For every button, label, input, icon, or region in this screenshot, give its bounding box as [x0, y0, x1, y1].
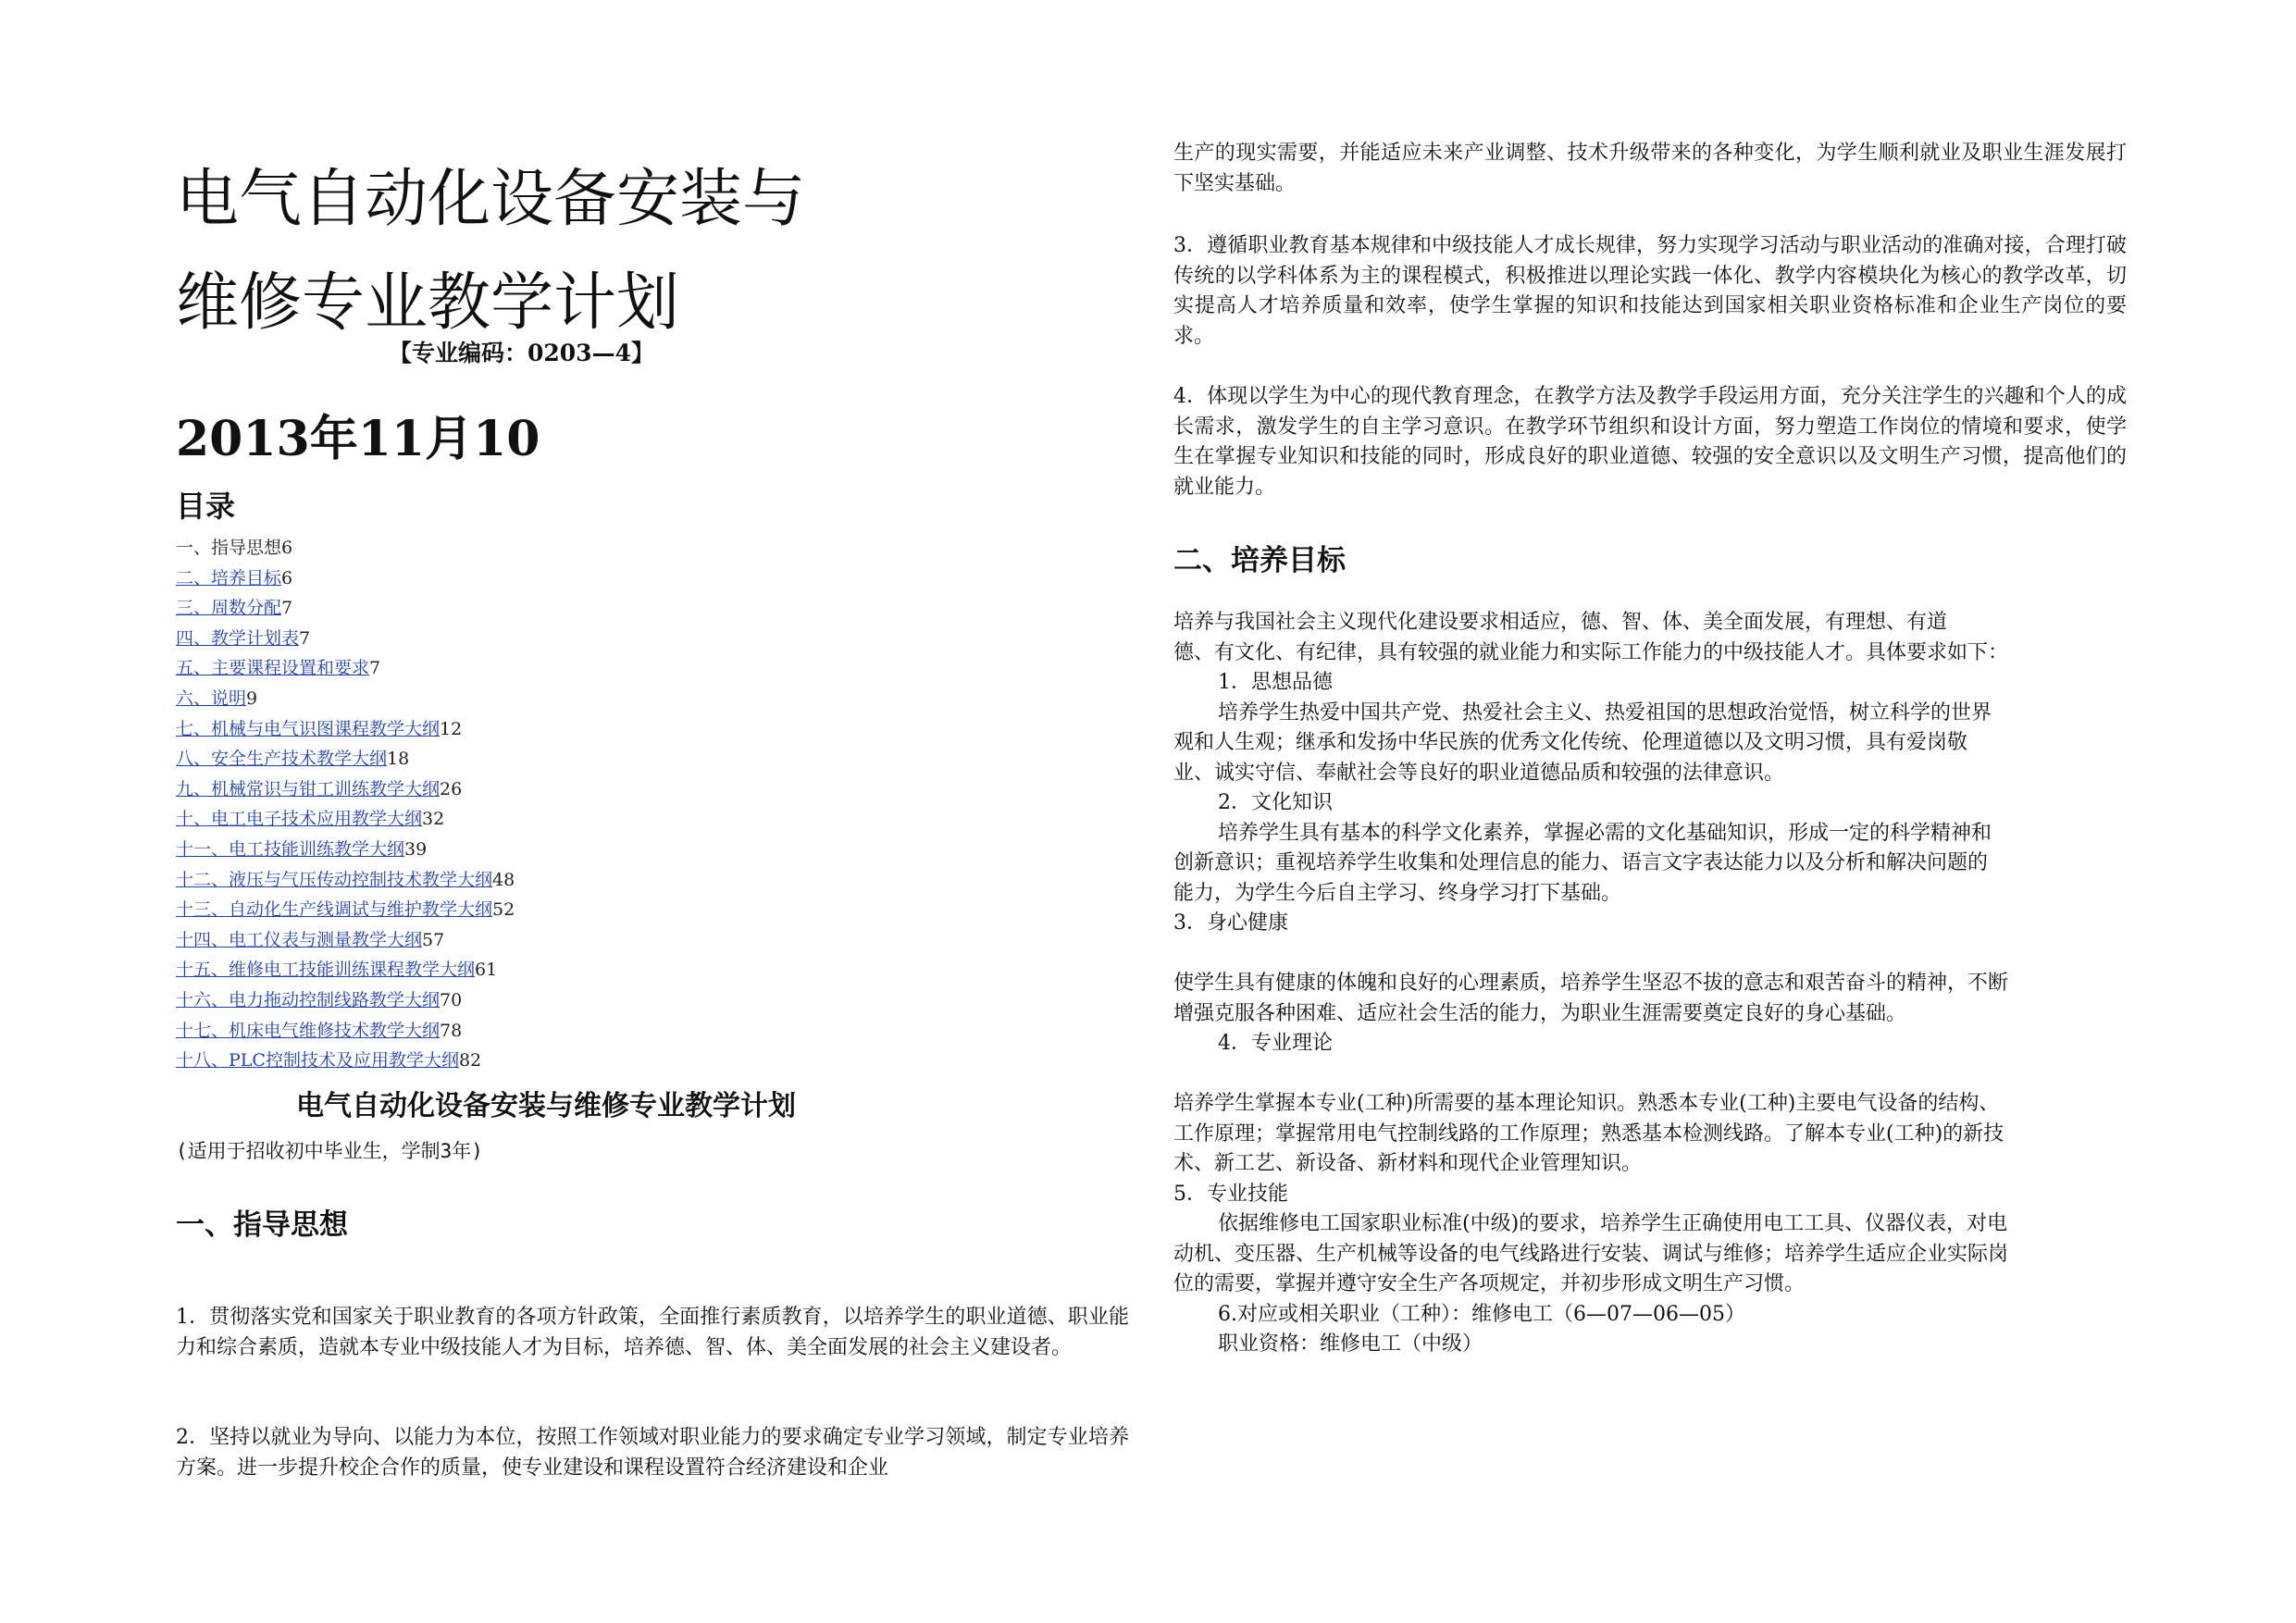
document-subtitle: (适用于招收初中毕业生，学制3年) [176, 1140, 483, 1162]
toc-item-page: 61 [475, 960, 498, 981]
toc-item[interactable] [176, 895, 1009, 925]
toc-item[interactable] [176, 624, 1009, 654]
toc-item[interactable] [176, 744, 1009, 774]
toc-item[interactable] [176, 1016, 1009, 1047]
goals-line: 业、诚实守信、奉献社会等良好的职业道德品质和较强的法律意识。 [1173, 762, 1785, 785]
toc-link[interactable]: 十四、电工仪表与测量教学大纲 [176, 929, 423, 950]
toc-link[interactable]: 十、电工电子技术应用教学大纲 [176, 809, 423, 830]
toc-item[interactable] [176, 653, 1009, 684]
toc-item[interactable] [176, 593, 1009, 624]
goals-subheading: 2．文化知识 [1218, 791, 1333, 814]
paragraph-3: 3．遵循职业教育基本规律和中级技能人才成长规律，努力实现学习活动与职业活动的准确对接，合理打破传统的以学科体系为主的课程模式，积极推进以理论实践一体化、教学内容模块化为核心的教学改革，切实提高人才培养质量和效率，使学生掌握的知识和技能达到国家相关职业资格标准和企业生产岗位的要求。 [1173, 234, 2127, 348]
toc-item[interactable] [176, 684, 1009, 714]
related-occupation: 6.对应或相关职业（工种）：维修电工（6—07—06—05） [1218, 1303, 1745, 1326]
goals-line: 增强克服各种困难、适应社会生活的能力，为职业生涯需要奠定良好的身心基础。 [1173, 1002, 1907, 1025]
toc-item-page: 32 [422, 809, 445, 830]
toc-item-page: 82 [458, 1050, 482, 1072]
toc-item[interactable] [176, 1046, 1009, 1076]
toc-item-page: 78 [440, 1020, 463, 1041]
toc-item-page: 7 [281, 598, 293, 619]
toc-item[interactable] [176, 564, 1009, 594]
toc-item-page: 57 [422, 929, 445, 950]
toc-link[interactable]: 四、教学计划表 [176, 627, 300, 649]
goals-line: 创新意识；重视培养学生收集和处理信息的能力、语言文字表达能力以及分析和解决问题的 [1173, 851, 1989, 874]
document-title: 电气自动化设备安装与维修专业教学计划 [296, 1090, 796, 1122]
paragraph-4: 4．体现以学生为中心的现代教育理念，在教学方法及教学手段运用方面，充分关注学生的兴趣和个人的成长需求，激发学生的自主学习意识。在教学环节组织和设计方面，努力塑造工作岗位的情境和要求，使学生在掌握专业知识和技能的同时，形成良好的职业道德、较强的安全意识以及文明生产习惯，提高他们的就业能力。 [1173, 385, 2127, 499]
paragraph-2: 2．坚持以就业为导向、以能力为本位，按照工作领域对职业能力的要求确定专业学习领域，制定专业培养方案。进一步提升校企合作的质量，使专业建设和课程设置符合经济建设和企业 [176, 1426, 1129, 1480]
toc-item[interactable] [176, 804, 1009, 835]
toc-link[interactable]: 十三、自动化生产线调试与维护教学大纲 [176, 899, 493, 921]
goals-line: 培养学生热爱中国共产党、热爱社会主义、热爱祖国的思想政治觉悟，树立科学的世界 [1218, 701, 1992, 725]
goals-subheading: 5．专业技能 [1173, 1183, 1288, 1206]
goals-line: 依据维修电工国家职业标准(中级)的要求，培养学生正确使用电工工具、仪器仪表，对电 [1218, 1212, 2008, 1235]
toc-item-page: 6 [281, 567, 293, 588]
goals-line: 工作原理；掌握常用电气控制线路的工作原理；熟悉基本检测线路。了解本专业(工种)的新技 [1173, 1122, 2004, 1146]
toc-link[interactable]: 六、说明 [176, 688, 247, 709]
toc-link[interactable]: 二、培养目标 [176, 567, 282, 588]
toc-link[interactable]: 十七、机床电气维修技术教学大纲 [176, 1020, 441, 1041]
goals-line: 动机、变压器、生产机械等设备的电气线路进行安装、调试与维修；培养学生适应企业实际岗 [1173, 1243, 2009, 1266]
toc-item[interactable] [176, 774, 1009, 805]
main-title [176, 148, 1101, 355]
goals-subheading: 3．身心健康 [1173, 911, 1288, 935]
toc-item-page: 48 [492, 869, 515, 890]
toc-item-page: 6 [281, 538, 293, 558]
toc-item-page: 70 [440, 989, 463, 1010]
section-heading-training-goals: 二、培养目标 [1173, 544, 1346, 577]
goals-line: 观和人生观；继承和发扬中华民族的优秀文化传统、伦理道德以及文明习惯，具有爱岗敬 [1173, 731, 1968, 754]
toc-item-page: 9 [246, 688, 258, 709]
goals-line: 使学生具有健康的体魄和良好的心理素质，培养学生坚忍不拔的意志和艰苦奋斗的精神，不断 [1173, 972, 2009, 995]
main-title-line2: 维修专业教学计划 [176, 266, 680, 340]
goals-line: 位的需要，掌握并遵守安全生产各项规定，并初步形成文明生产习惯。 [1173, 1272, 1806, 1295]
table-of-contents [176, 533, 1009, 1076]
goals-line: 能力，为学生今后自主学习、终身学习打下基础。 [1173, 882, 1622, 905]
toc-link[interactable]: 三、周数分配 [176, 598, 282, 619]
toc-link[interactable]: 十二、液压与气压传动控制技术教学大纲 [176, 869, 493, 890]
goals-line: 术、新工艺、新设备、新材料和现代企业管理知识。 [1173, 1152, 1643, 1175]
toc-item-page: 12 [440, 718, 463, 739]
goals-line: 培养与我国社会主义现代化建设要求相适应，德、智、体、美全面发展，有理想、有道 [1173, 611, 1948, 634]
goals-line: 德、有文化、有纪律，具有较强的就业能力和实际工作能力的中级技能人才。具体要求如下： [1173, 641, 2009, 664]
paragraph-2-continued: 生产的现实需要，并能适应未来产业调整、技术升级带来的各种变化，为学生顺利就业及职业生涯发展打下坚实基础。 [1173, 142, 2127, 195]
toc-item[interactable] [176, 714, 1009, 745]
toc-item-page: 7 [369, 658, 381, 679]
qualification: 职业资格：维修电工（中级） [1218, 1332, 1483, 1356]
toc-link[interactable]: 十一、电工技能训练教学大纲 [176, 838, 405, 860]
toc-item[interactable] [176, 955, 1009, 985]
toc-item-page: 18 [387, 749, 410, 770]
goals-subheading: 1．思想品德 [1218, 671, 1333, 694]
toc-item-label: 一、指导思想 [176, 538, 282, 558]
document-date: 2013年11月10 [176, 411, 540, 467]
goals-line: 培养学生具有基本的科学文化素养，掌握必需的文化基础知识，形成一定的科学精神和 [1218, 822, 1992, 845]
toc-item[interactable] [176, 865, 1009, 896]
toc-item-page: 52 [492, 899, 515, 921]
toc-link[interactable]: 十五、维修电工技能训练课程教学大纲 [176, 960, 476, 981]
goals-subheading: 4．专业理论 [1218, 1032, 1333, 1055]
toc-title: 目录 [176, 489, 236, 524]
toc-link[interactable]: 十八、PLC控制技术及应用教学大纲 [176, 1050, 459, 1072]
section-heading-guiding-ideology: 一、指导思想 [176, 1208, 348, 1242]
toc-item[interactable] [176, 925, 1009, 956]
toc-item[interactable] [176, 835, 1009, 865]
toc-item-page: 7 [299, 627, 311, 649]
toc-link[interactable]: 五、主要课程设置和要求 [176, 658, 370, 679]
toc-item-page: 39 [404, 838, 428, 860]
toc-item[interactable] [176, 985, 1009, 1016]
toc-item-page: 26 [440, 778, 463, 799]
goals-line: 培养学生掌握本专业(工种)所需要的基本理论知识。熟悉本专业(工种)主要电气设备的结构、 [1173, 1092, 2000, 1115]
toc-link[interactable]: 八、安全生产技术教学大纲 [176, 749, 388, 770]
paragraph-1: 1．贯彻落实党和国家关于职业教育的各项方针政策，全面推行素质教育，以培养学生的职业道德、职业能力和综合素质，造就本专业中级技能人才为目标，培养德、智、体、美全面发展的社会主义建设者。 [176, 1306, 1129, 1359]
toc-link[interactable]: 九、机械常识与钳工训练教学大纲 [176, 778, 441, 799]
main-title-line1: 电气自动化设备安装与 [176, 163, 806, 236]
toc-link[interactable]: 十六、电力拖动控制线路教学大纲 [176, 989, 441, 1010]
toc-link[interactable]: 七、机械与电气识图课程教学大纲 [176, 718, 441, 739]
major-code: 【专业编码：0203—4】 [389, 340, 654, 366]
toc-item [176, 533, 1009, 564]
